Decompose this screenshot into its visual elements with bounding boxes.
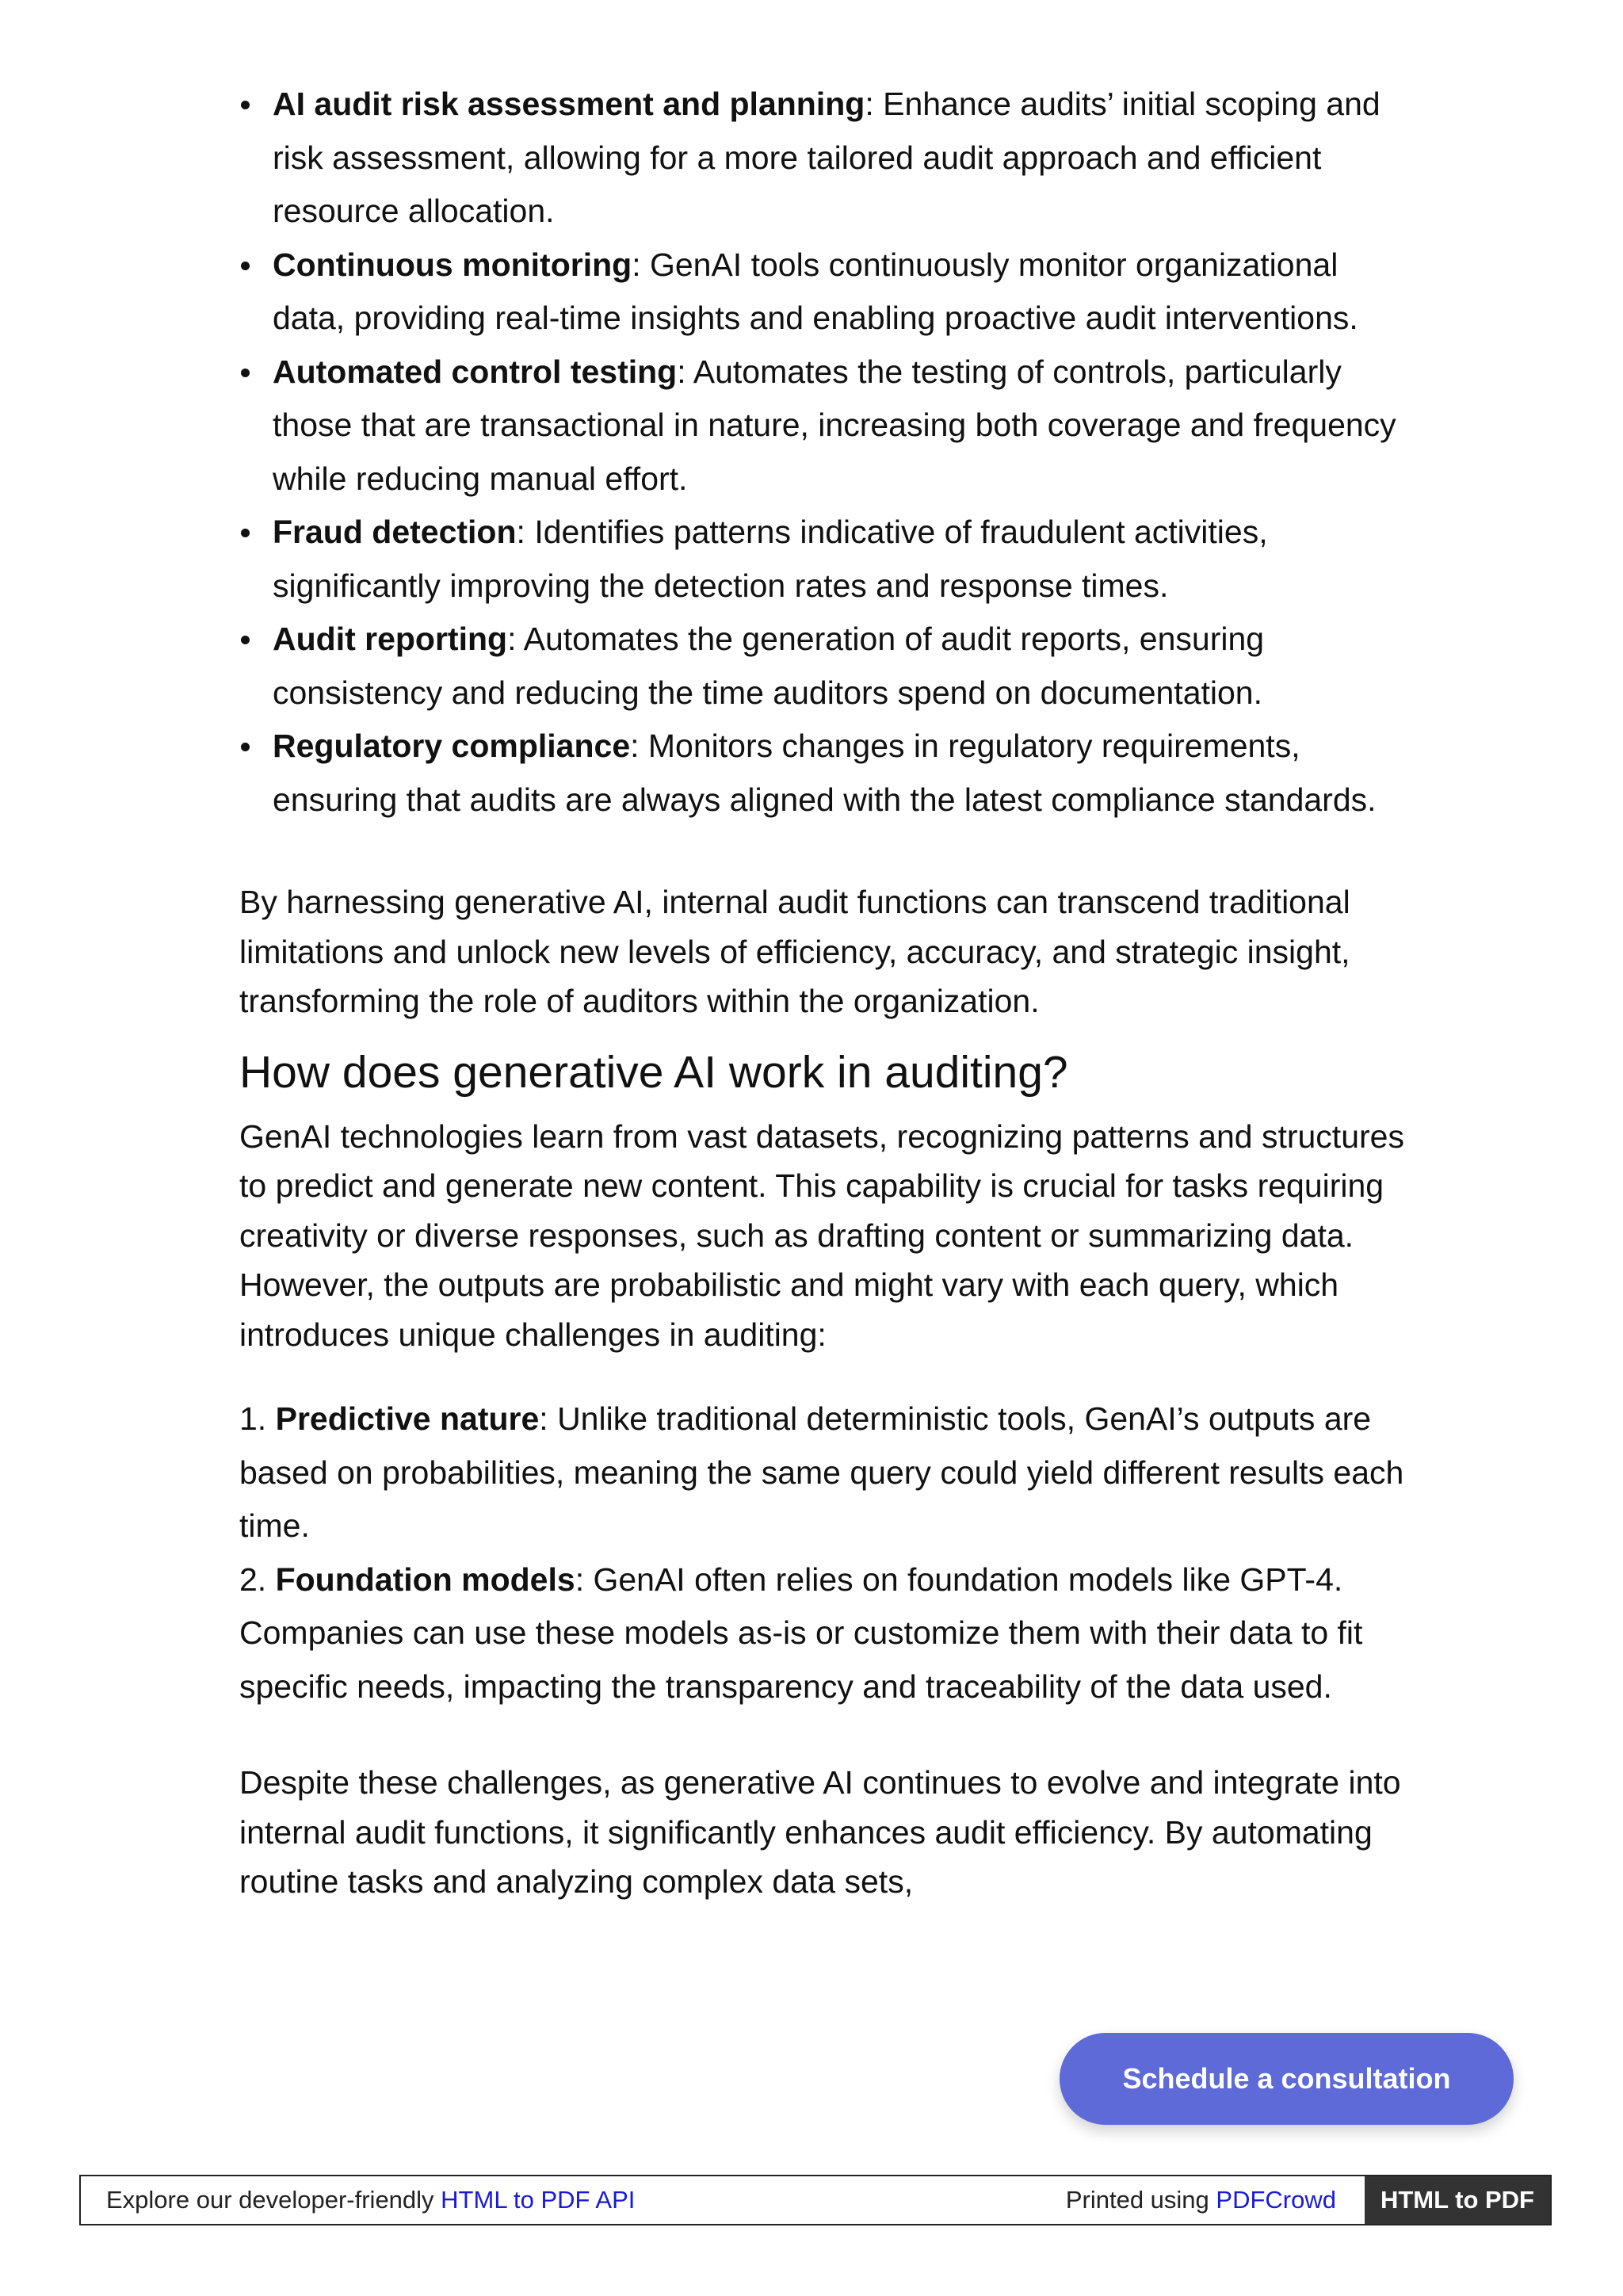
footer-promo-text: Explore our developer-friendly: [106, 2186, 441, 2214]
numbered-list: [239, 1392, 1404, 1713]
list-item-title: Regulatory compliance: [273, 728, 631, 764]
footer-promo: [106, 2176, 635, 2224]
numbered-item-text: : GenAI often relies on foundation models like GPT-4. Companies can use these models as-is or customize them with their data to fit specific needs, impacting the transparency and traceability of the data used.: [239, 1561, 1363, 1705]
pdf-footer-bar: [79, 2175, 1552, 2225]
list-item-text: : Automates the generation of audit reports, ensuring consistency and reducing the time auditors spend on documentation.: [273, 621, 1265, 711]
footer-printed-text: Printed using: [1065, 2186, 1216, 2214]
list-item-text: : GenAI tools continuously monitor organizational data, providing real-time insights and enabling proactive audit interventions.: [273, 246, 1358, 336]
section-heading: How does generative AI work in auditing?: [239, 1046, 1068, 1098]
html-to-pdf-badge[interactable]: HTML to PDF: [1365, 2176, 1550, 2224]
numbered-item-number: 2.: [239, 1561, 276, 1598]
numbered-item: [239, 1553, 1404, 1714]
list-item-text: : Monitors changes in regulatory requirements, ensuring that audits are always aligned with the latest compliance standards.: [273, 728, 1377, 818]
numbered-item-text: : Unlike traditional deterministic tools, GenAI’s outputs are based on probabilities, meaning the same query could yield different results each time.: [239, 1400, 1404, 1544]
html-to-pdf-api-link[interactable]: HTML to PDF API: [441, 2186, 636, 2214]
closing-paragraph: Despite these challenges, as generative AI continues to evolve and integrate into internal audit functions, it significantly enhances audit efficiency. By automating routine tasks and analyzing complex data sets,: [239, 1764, 1401, 1900]
list-item: [273, 506, 1404, 613]
list-item: [273, 78, 1404, 239]
list-item-text: : Identifies patterns indicative of fraudulent activities, significantly improving the detection rates and response times.: [273, 514, 1268, 604]
list-item-title: Automated control testing: [273, 353, 678, 390]
numbered-item: [239, 1392, 1404, 1553]
list-item-text: : Automates the testing of controls, particularly those that are transactional in nature, increasing both coverage and frequency while reducing manual effort.: [273, 353, 1396, 497]
footer-printed-using: [1066, 2176, 1336, 2224]
list-item-title: AI audit risk assessment and planning: [273, 86, 865, 122]
list-item-title: Audit reporting: [273, 621, 508, 657]
list-item: [273, 239, 1404, 346]
schedule-consultation-button[interactable]: Schedule a consultation: [1060, 2033, 1514, 2125]
numbered-item-number: 1.: [239, 1400, 276, 1437]
numbered-item-title: Predictive nature: [275, 1400, 540, 1437]
list-item: [273, 613, 1404, 720]
summary-paragraph: By harnessing generative AI, internal audit functions can transcend traditional limitations and unlock new levels of efficiency, accuracy, and strategic insight, transforming the role of auditors within the organization.: [239, 884, 1350, 1019]
pdfcrowd-link[interactable]: PDFCrowd: [1216, 2186, 1336, 2214]
feature-list: [239, 78, 1404, 827]
list-item-title: Fraud detection: [273, 514, 517, 550]
list-item: [273, 346, 1404, 506]
section-intro-paragraph: GenAI technologies learn from vast datasets, recognizing patterns and structures to predict and generate new content. This capability is crucial for tasks requiring creativity or diverse responses, such as drafting content or summarizing data. However, the outputs are probabilistic and might vary with each query, which introduces unique challenges in auditing:: [239, 1117, 1404, 1353]
list-item: [273, 720, 1404, 827]
article-content: [239, 78, 1404, 1907]
list-item-title: Continuous monitoring: [273, 246, 632, 283]
numbered-item-title: Foundation models: [275, 1561, 575, 1598]
list-item-text: : Enhance audits’ initial scoping and risk assessment, allowing for a more tailored audit approach and efficient resource allocation.: [273, 86, 1381, 229]
